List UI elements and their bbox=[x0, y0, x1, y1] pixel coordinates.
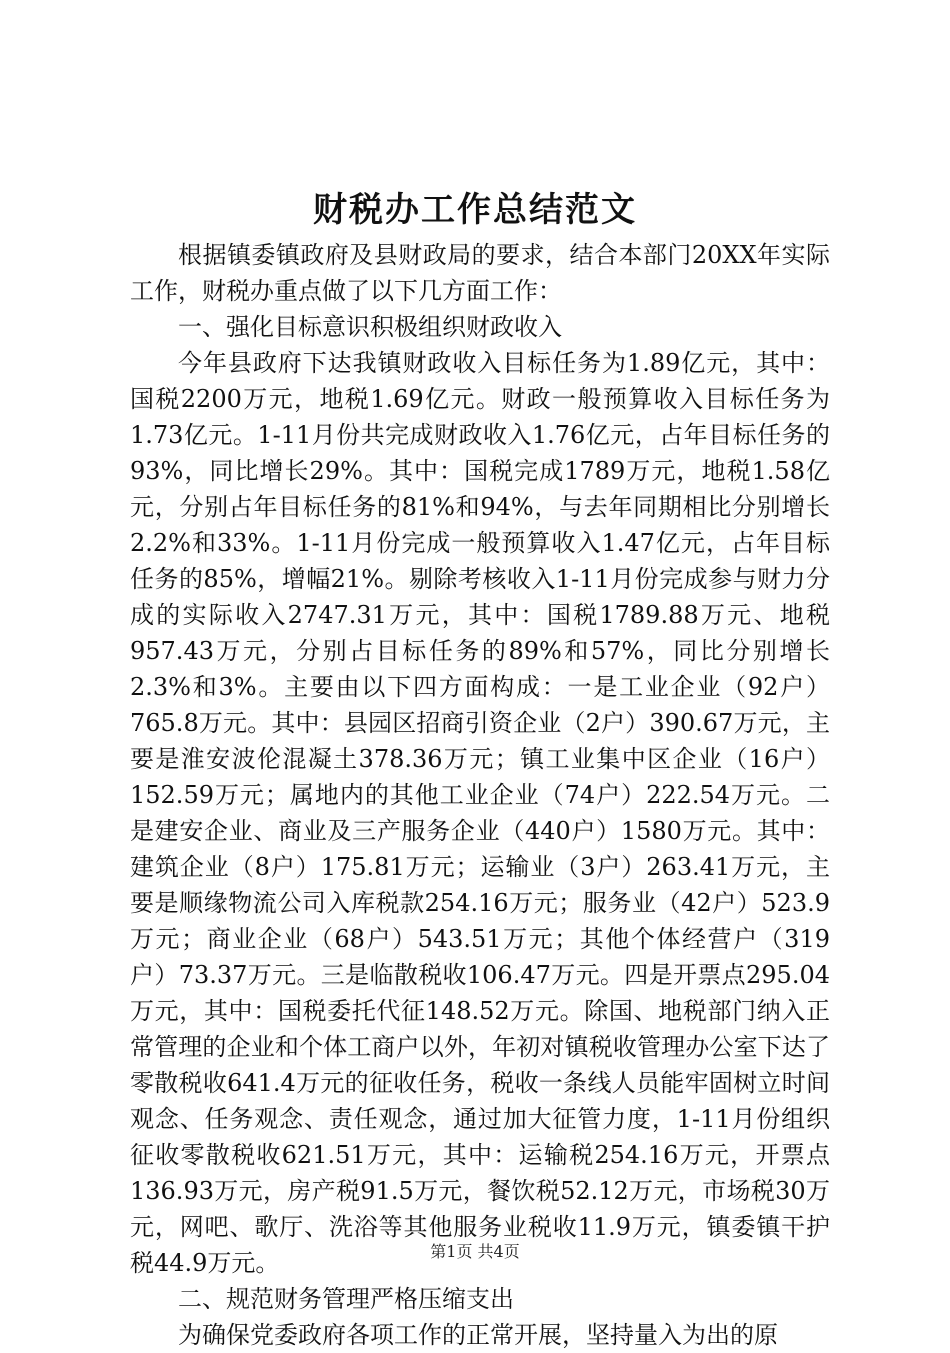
intro-paragraph: 根据镇委镇政府及县财政局的要求，结合本部门20XX年实际工作，财税办重点做了以下几方面工作： bbox=[130, 241, 830, 305]
section-heading-1: 一、强化目标意识积极组织财政收入 bbox=[178, 313, 562, 341]
section-heading-2: 二、规范财务管理严格压缩支出 bbox=[178, 1285, 514, 1313]
section-1-paragraph: 今年县政府下达我镇财政收入目标任务为1.89亿元，其中：国税2200万元，地税1.69亿元。财政一般预算收入目标任务为1.73亿元。1-11月份共完成财政收入1.76亿元，占年目标任务的93%，同比增长29%。其中：国税完成1789万元，地税1.58亿元，分别占年目标任务的81%和94%，与去年同期相比分别增长2.2%和33%。1-11月份完成一般预算收入1.47亿元，占年目标任务的85%，增幅21%。剔除考核收入1-11月份完成参与财力分成的实际收入2747.31万元，其中：国税1789.88万元、地税957.43万元，分别占目标任务的89%和57%，同比分别增长2.3%和3%。主要由以下四方面构成：一是工业企业（92户）765.8万元。其中：县园区招商引资企业（2户）390.67万元，主要是淮安波伦混凝土378.36万元；镇工业集中区企业（16户）152.59万元；属地内的其他工业企业（74户）222.54万元。二是建安企业、商业及三产服务企业（440户）1580万元。其中：建筑企业（8户）175.81万元；运输业（3户）263.41万元，主要是顺缘物流公司入库税款254.16万元；服务业（42户）523.9万元；商业企业（68户）543.51万元；其他个体经营户（319户）73.37万元。三是临散税收106.47万元。四是开票点295.04万元，其中：国税委托代征148.52万元。除国、地税部门纳入正常管理的企业和个体工商户以外，年初对镇税收管理办公室下达了零散税收641.4万元的征收任务，税收一条线人员能牢固树立时间观念、任务观念、责任观念，通过加大征管力度，1-11月份组织征收零散税收621.51万元，其中：运输税254.16万元，开票点136.93万元，房产税91.5万元，餐饮税52.12万元，市场税30万元，网吧、歌厅、洗浴等其他服务业税收11.9万元，镇委镇干护税44.9万元。 bbox=[130, 349, 830, 1277]
document-body bbox=[130, 237, 830, 1353]
document-title: 财税办工作总结范文 bbox=[313, 190, 637, 230]
section-2-paragraph: 为确保党委政府各项工作的正常开展，坚持量入为出的原 bbox=[178, 1321, 778, 1349]
page-number-footer: 第1页 共4页 bbox=[430, 1242, 520, 1261]
